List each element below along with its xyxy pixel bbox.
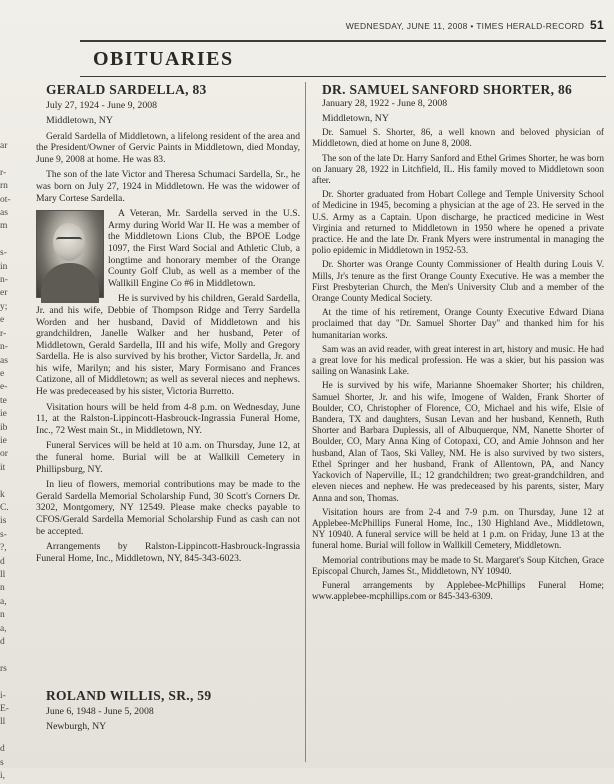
obituary-paragraph: Memorial contributions may be made to St. Margaret's Soup Kitchen, Grace Episcopal Church, James St., Middletown, NY 10940. <box>312 554 604 576</box>
obituary-place: Middletown, NY <box>322 112 389 124</box>
fragment-text: is <box>0 516 7 527</box>
fragment-text: e- <box>0 382 8 393</box>
obituary-paragraph: The son of the late Victor and Theresa Schumaci Sardella, Sr., he was born on July 27, 1924 in Middletown. He was the widower of Mary Cortese Sardella. <box>36 169 300 204</box>
fragment-text: d <box>0 744 5 755</box>
fragment-text <box>0 153 22 166</box>
obituary-sardella <box>36 84 300 568</box>
dateline: WEDNESDAY, JUNE 11, 2008 <box>345 21 468 31</box>
fragment-text <box>0 475 22 488</box>
column-divider <box>305 82 306 762</box>
obituary-place: Newburgh, NY <box>46 721 107 733</box>
fragment-text: i- <box>0 690 6 701</box>
obituary-paragraph: The son of the late Dr. Harry Sanford and Ethel Grimes Shorter, he was born on January 28, 1922 in Litchfield, IL. His family moved to Middletown soon after. <box>312 152 604 186</box>
obituary-paragraph: Dr. Shorter was Orange County Commissioner of Health during Louis V. Mills, Jr's tenure as the first Orange County Executive. He was a member the First Presbyterian Church, the Men's University Club and a member of the Orange County Medical Society. <box>312 259 604 304</box>
obituary-paragraph: Funeral arrangements by Applebee-McPhillips Funeral Home; www.applebee-mcphillips.com or 845-343-6309. <box>312 579 604 602</box>
fragment-text: rn <box>0 181 8 192</box>
fragment-text: er <box>0 288 8 299</box>
portrait-photo-icon <box>36 210 102 296</box>
separator: • <box>470 21 474 31</box>
fragment-text: y; <box>0 301 8 312</box>
fragment-text: e <box>0 368 5 379</box>
obituary-paragraph: Dr. Samuel S. Shorter, 86, a well known and beloved physician of Middletown, died at home on June 8, 2008. <box>312 127 604 149</box>
obituary-paragraph: Arrangements by Ralston-Lippincott-Hasbrouck-Ingrassia Funeral Home, Inc., Middletown, NY, 845-343-6023. <box>36 541 300 564</box>
obituary-paragraph: In lieu of flowers, memorial contributions may be made to the Gerald Sardella Memorial Scholarship Fund, 30 Scott's Corners Dr. 3202, Montgomery, NY 12549. Please make checks payable to CFOS/Gerald Sardella Memorial Scholarship Fund as cash can not be accepted. <box>36 479 300 537</box>
obituary-dates: January 28, 1922 - June 8, 2008 <box>322 98 448 110</box>
section-rule <box>80 76 606 77</box>
obituary-willis <box>36 690 300 737</box>
fragment-text <box>0 234 22 247</box>
fragment-text: n- <box>0 275 8 286</box>
fragment-text: or <box>0 449 8 460</box>
obituary-dates: June 6, 1948 - June 5, 2008 <box>46 705 154 717</box>
page-number: 51 <box>590 18 604 32</box>
obituary-paragraph: Visitation hours are from 2-4 and 7-9 p.m. on Thursday, June 12 at Applebee-McPhillips Funeral Home, Inc., 130 Highland Ave., Middletown, NY 10940. A funeral service will be held at 1 p.m. on Friday, June 13 at the funeral home. Burial will follow in Wallkill Cemetery, Middletown. <box>312 506 604 551</box>
fragment-text: a, <box>0 623 7 634</box>
fragment-text: i, <box>0 771 6 782</box>
obituary-place: Middletown, NY <box>46 115 113 127</box>
obituary-paragraph: Dr. Shorter graduated from Hobart College and Temple University School of Medicine in 1945, becoming a physician at the age of 23. He served in the U.S. Army as a Captain. Upon discharge, he practiced medicine in West Virginia and returned to Middletown in 1950 where he opened a private practice. He and the late Dr. Frank Myers were instrumental in managing the polio epidemic in Middletown in 1952-53. <box>312 189 604 256</box>
fragment-text <box>0 649 22 662</box>
top-rule <box>80 40 606 42</box>
fragment-text: d <box>0 556 5 567</box>
fragment-text: m <box>0 221 8 232</box>
fragment-text: ie <box>0 409 7 420</box>
fragment-text: as <box>0 208 8 219</box>
fragment-text: ar <box>0 141 8 151</box>
fragment-text <box>0 730 22 743</box>
obituary-paragraph: Visitation hours will be held from 4-8 p.m. on Wednesday, June 11, at the Ralston-Lippincott-Hasbrouck-Ingrassia Funeral Home, Inc., 72 West main St., in Middletown, NY. <box>36 401 300 436</box>
fragment-text: it <box>0 462 6 473</box>
fragment-text: in <box>0 261 8 272</box>
fragment-text: rs <box>0 663 7 674</box>
obituary-paragraph: A Veteran, Mr. Sardella served in the U.S. Army during World War II. He was a member of the Middletown Lions Club, the BPOE Lodge 1097, the First Ward Social and Athletic Club, a longtime and honorary member of the Orange County Golf Club, as well as a member of the Wallkill Engine Co #6 in Middletown. <box>108 208 300 289</box>
fragment-text: ib <box>0 422 8 433</box>
section-title: OBITUARIES <box>93 48 234 70</box>
obituary-name: GERALD SARDELLA, 83 <box>46 82 207 97</box>
fragment-text: s <box>0 757 4 768</box>
fragment-text: e <box>0 315 5 326</box>
obituary-name: ROLAND WILLIS, SR., 59 <box>46 688 212 703</box>
paper-name: TIMES HERALD-RECORD <box>476 21 585 31</box>
adjacent-column-fragments <box>0 140 22 782</box>
obituary-paragraph: At the time of his retirement, Orange County Executive Edward Diana proclaimed that day "Dr. Samuel Shorter Day" and thanked him for his humanitarian works. <box>312 307 604 340</box>
fragment-text: as <box>0 355 8 366</box>
fragment-text: n- <box>0 342 8 353</box>
fragment-text: r- <box>0 328 7 339</box>
fragment-text: ot- <box>0 194 11 205</box>
fragment-text <box>0 676 22 689</box>
page-header <box>346 18 604 32</box>
fragment-text: n <box>0 583 5 594</box>
obituary-paragraph: He is survived by his wife, Marianne Shoemaker Shorter; his children, Samuel Shorter, Jr. and his wife, Imogene of Walden, Frank Shorter of Boulder, CO, Christopher of Florence, CO, Michael and his wife, Elsie of Bandera, TX and daughters, Susan Levan and her husband, Kenneth, Ruth Shorter and Barbara Duplessis, all of Albuquerque, NM, Nanette Shorter of Boulder, CO, Mary Anna King of Cotopaxi, CO, and Amie Johnson and her husband, Alan of Taos, Ski Valley, NM. He is also survived by two sisters, Ethel Springer and her husband, Frank of Allentown, PA, and Nancy Yackovich of Naperville, IL; 12 grandchildren; two great-grandchildren, and eleven nieces and nephew. He was predeceased by his parents, sister, Mary Anna and son, Thomas. <box>312 380 604 503</box>
obituary-dates: July 27, 1924 - June 9, 2008 <box>46 99 158 111</box>
fragment-text: ll <box>0 717 6 728</box>
fragment-text: ?, <box>0 543 7 554</box>
fragment-text: a, <box>0 596 7 607</box>
fragment-text: k <box>0 489 5 500</box>
obituary-paragraph: Sam was an avid reader, with great interest in art, history and music. He had a great love for his medical profession. He was a skier, but his passion was sailing on Wanasink Lake. <box>312 343 604 377</box>
fragment-text: C. <box>0 502 9 513</box>
fragment-text: te <box>0 395 7 406</box>
fragment-text: ie <box>0 435 7 446</box>
obituary-shorter <box>312 84 604 605</box>
fragment-text: n <box>0 610 5 621</box>
fragment-text: E- <box>0 704 9 715</box>
obituary-paragraph: Funeral Services will be held at 10 a.m. on Thursday, June 12, at the funeral home. Burial will be at Wallkill Cemetery in Phillipsburg, NY. <box>36 440 300 475</box>
fragment-text: s- <box>0 248 7 259</box>
fragment-text: d <box>0 637 5 648</box>
fragment-text: s- <box>0 529 7 540</box>
obituary-name: DR. SAMUEL SANFORD SHORTER, 86 <box>322 82 573 97</box>
fragment-text: ll <box>0 570 6 580</box>
obituary-paragraph: Gerald Sardella of Middletown, a lifelong resident of the area and the President/Owner of Gervic Paints in Middletown, died Monday, June 9, 2008 at home. He was 83. <box>36 130 300 165</box>
obituary-paragraph: He is survived by his children, Gerald Sardella, Jr. and his wife, Debbie of Thompson Ridge and Terry Sardella Worden and her husband, David of Middletown and his grandchildren, Janelle Walker and her husband, Peter of Middletown, Gerald Sardella, III and his wife, Molly and Gregory Sardella. He is also survived by his brother, Victor Sardella, Jr. and his wife, Marilyn; and his sister, Mary Formisano and Frances Catizone, all of Middletown; as well as several nieces and nephews. He was predeceased by his sister, Victoria Burretto. <box>36 293 300 398</box>
fragment-text: r- <box>0 167 7 178</box>
